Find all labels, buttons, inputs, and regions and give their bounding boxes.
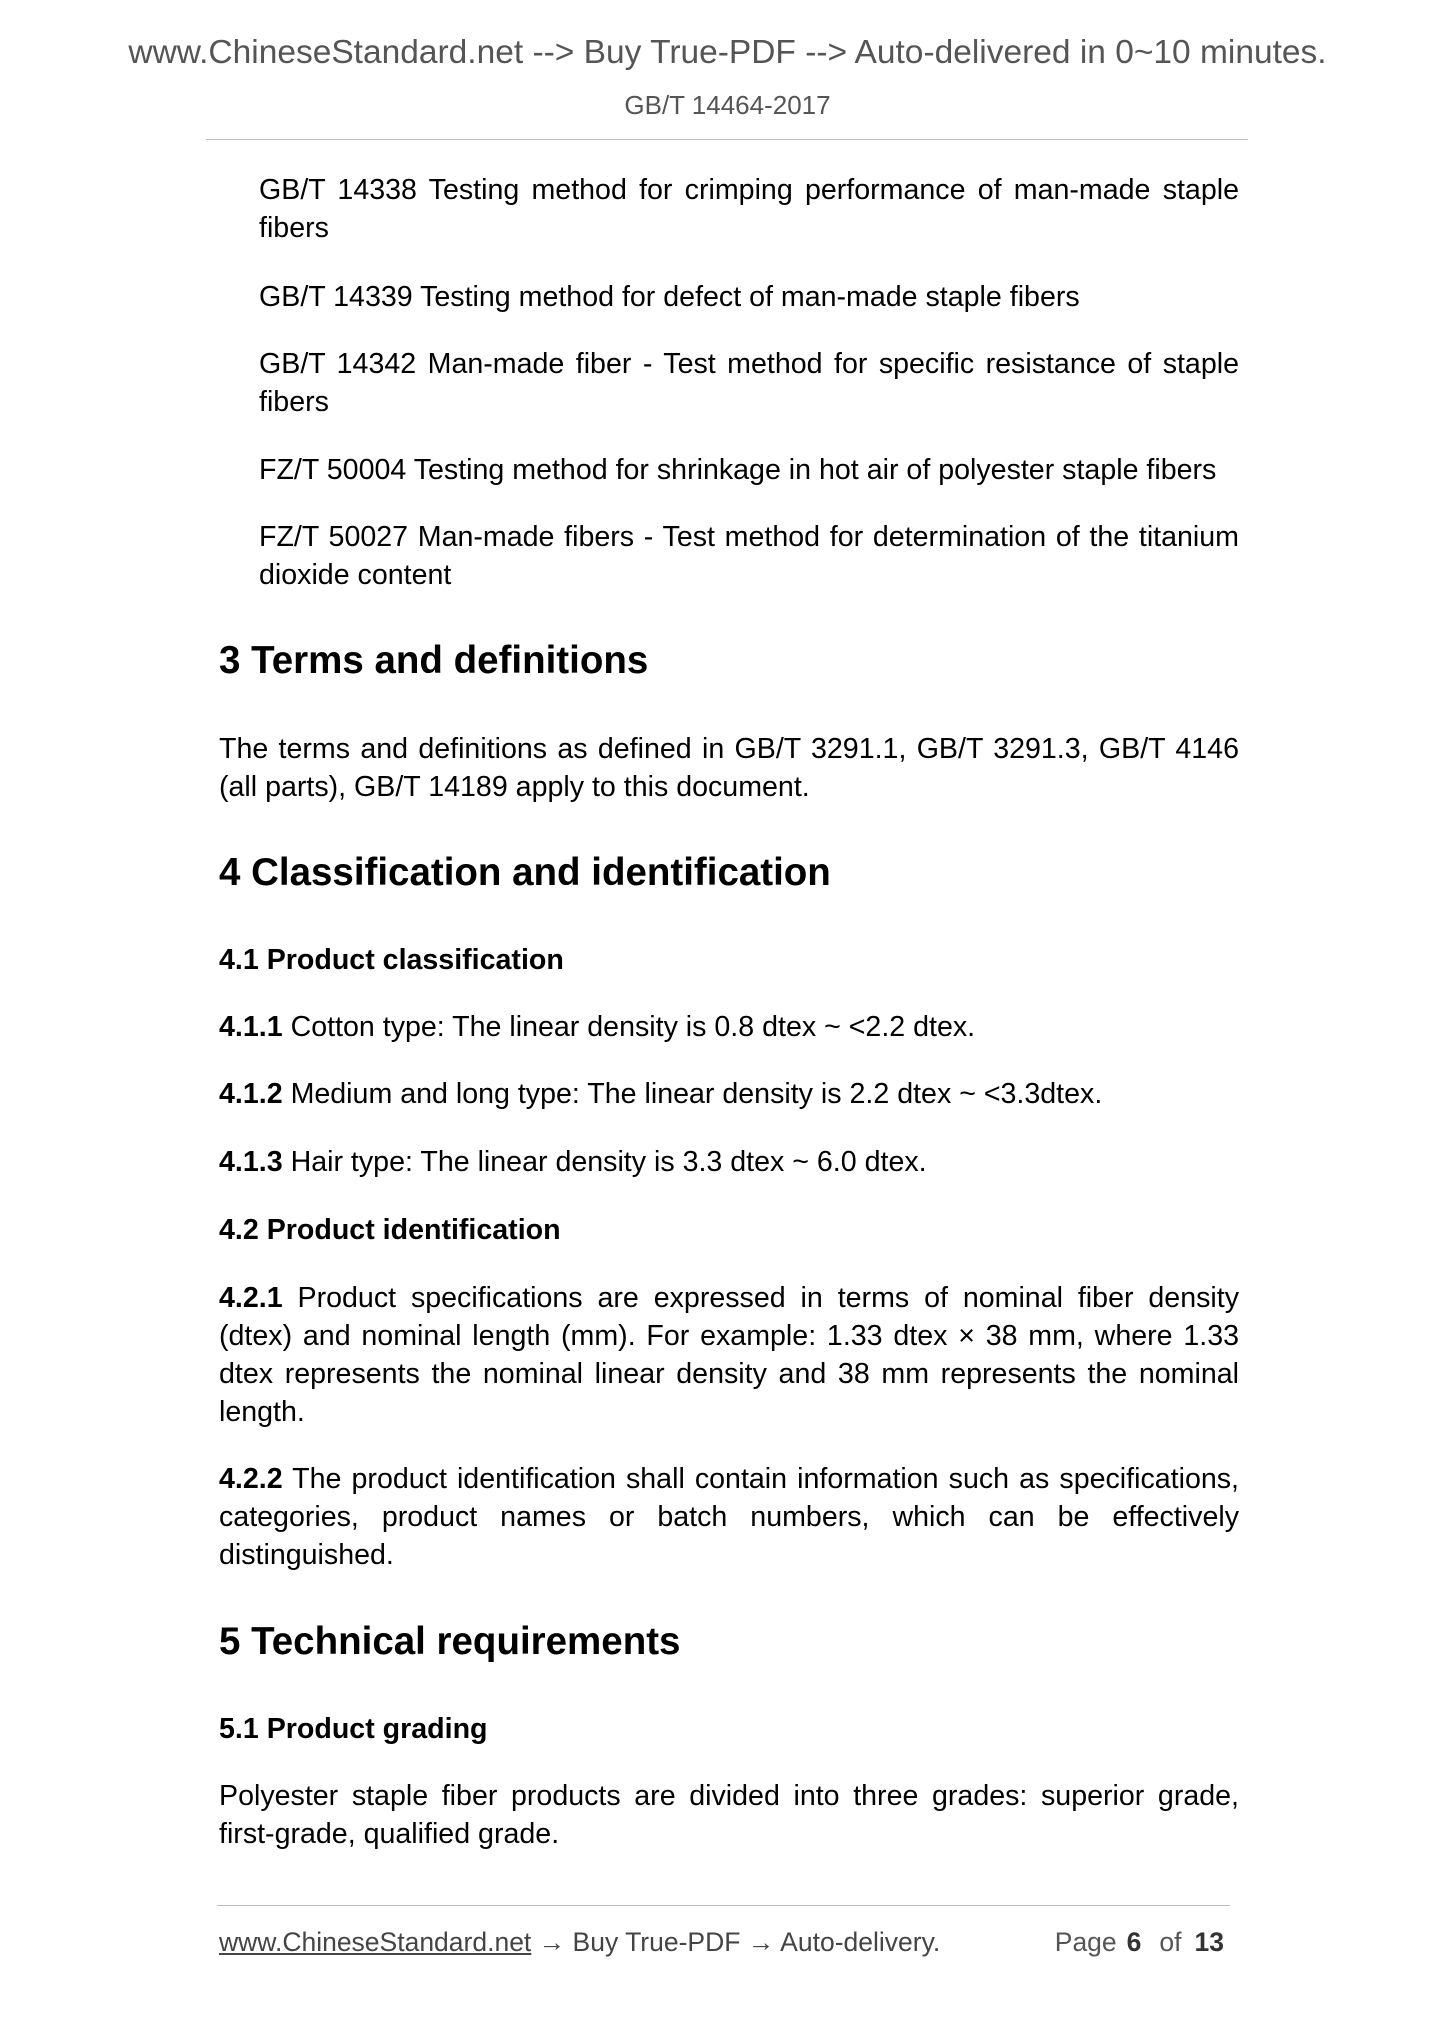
section-5-heading: 5 Technical requirements bbox=[219, 1620, 681, 1663]
reference-item: FZ/T 50004 Testing method for shrinkage in hot air of polyester staple fibers bbox=[259, 454, 1217, 486]
subsection-4-2-heading: 4.2 Product identification bbox=[219, 1214, 561, 1246]
clause-text: The product identification shall contain information such as specifications, categories, product names or batch numbers, which can be effectively distinguished. bbox=[219, 1463, 1239, 1571]
reference-item: GB/T 14338 Testing method for crimping performance of man-made staple fibers bbox=[259, 174, 1239, 244]
header-divider bbox=[206, 139, 1248, 140]
reference-item: FZ/T 50027 Man-made fibers - Test method for determination of the titanium dioxide content bbox=[259, 521, 1239, 591]
clause-number: 4.1.1 bbox=[219, 1011, 283, 1043]
clause-text: Hair type: The linear density is 3.3 dtex ~ 6.0 dtex. bbox=[290, 1146, 927, 1178]
subsection-4-1-heading: 4.1 Product classification bbox=[219, 944, 564, 976]
clause-4-1-1 bbox=[219, 1008, 1239, 1046]
page-indicator bbox=[1055, 1925, 1224, 1959]
clause-text: Product specifications are expressed in terms of nominal fiber density (dtex) and nominal length (mm). For example: 1.33 dtex × 38 mm, where 1.33 dtex represents the nominal linear density and 38 mm represents the nominal length. bbox=[219, 1282, 1239, 1428]
page-total: 13 bbox=[1194, 1927, 1224, 1957]
clause-4-2-2 bbox=[219, 1460, 1239, 1574]
clause-number: 4.2.2 bbox=[219, 1463, 283, 1495]
reference-item: GB/T 14342 Man-made fiber - Test method for specific resistance of staple fibers bbox=[259, 348, 1239, 418]
clause-text: Medium and long type: The linear density is 2.2 dtex ~ <3.3dtex. bbox=[290, 1078, 1103, 1110]
header-banner: www.ChineseStandard.net --> Buy True-PDF --> Auto-delivered in 0~10 minutes. bbox=[128, 34, 1327, 71]
clause-number: 4.2.1 bbox=[219, 1282, 283, 1314]
section-3-text: The terms and definitions as defined in GB/T 3291.1, GB/T 3291.3, GB/T 4146 (all parts), GB/T 14189 apply to this document. bbox=[219, 733, 1239, 803]
page-number: 6 bbox=[1126, 1927, 1142, 1957]
footer-promo bbox=[219, 1925, 940, 1959]
clause-4-1-2 bbox=[219, 1075, 1239, 1113]
clause-number: 4.1.2 bbox=[219, 1078, 283, 1110]
page-of-label: of bbox=[1159, 1927, 1182, 1957]
clause-4-2-1 bbox=[219, 1279, 1239, 1431]
footer-divider bbox=[217, 1905, 1230, 1906]
section-4-heading: 4 Classification and identification bbox=[219, 851, 831, 894]
clause-text: Cotton type: The linear density is 0.8 dtex ~ <2.2 dtex. bbox=[290, 1011, 976, 1043]
subsection-5-1-heading: 5.1 Product grading bbox=[219, 1713, 488, 1745]
subsection-5-1-text: Polyester staple fiber products are divided into three grades: superior grade, first-grade, qualified grade. bbox=[219, 1780, 1239, 1850]
document-id: GB/T 14464-2017 bbox=[624, 90, 831, 120]
footer-site-link[interactable]: www.ChineseStandard.net bbox=[219, 1927, 532, 1957]
clause-4-1-3 bbox=[219, 1143, 1239, 1181]
section-3-heading: 3 Terms and definitions bbox=[219, 639, 649, 682]
footer-tagline: → Buy True-PDF → Auto-delivery. bbox=[538, 1927, 941, 1957]
reference-item: GB/T 14339 Testing method for defect of man-made staple fibers bbox=[259, 281, 1080, 313]
clause-number: 4.1.3 bbox=[219, 1146, 283, 1178]
page-label: Page bbox=[1054, 1927, 1117, 1957]
